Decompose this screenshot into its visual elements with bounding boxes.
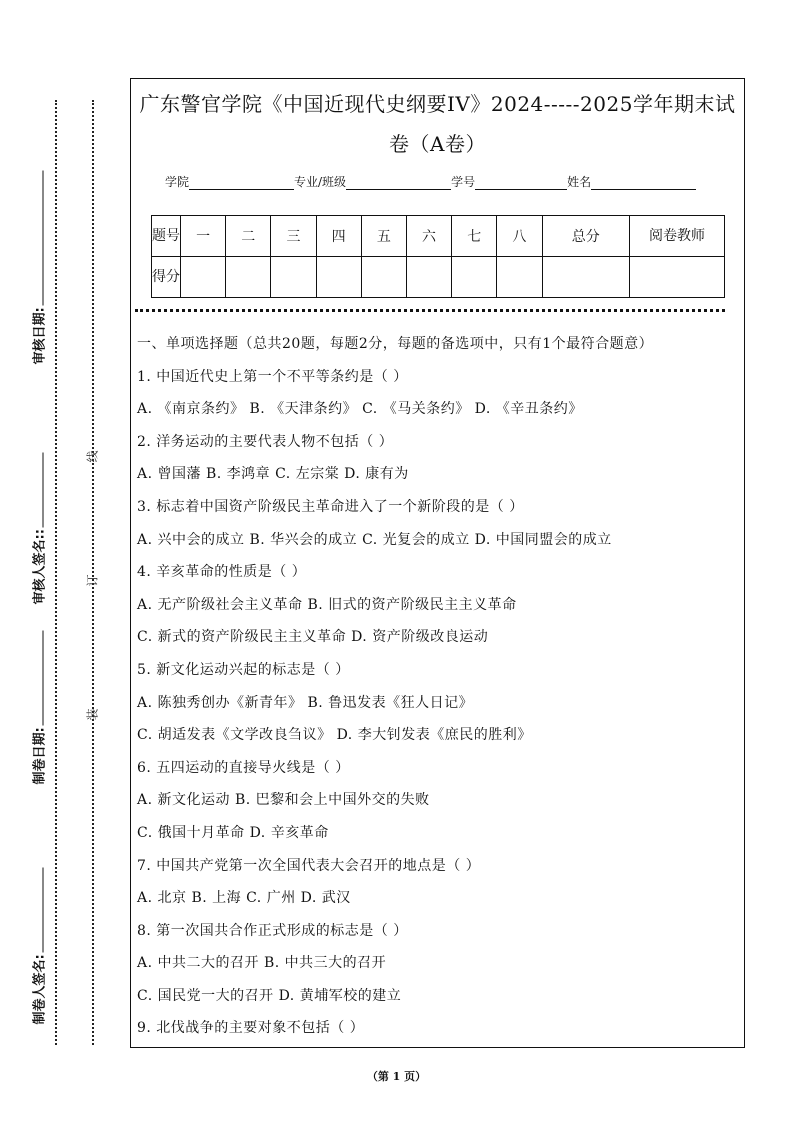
col-2: 二 <box>226 216 271 257</box>
field-college-label: 学院 <box>165 175 190 189</box>
title-line-1: 广东警官学院《中国近现代史纲要IV》2024-----2025学年期末试 <box>139 92 736 116</box>
row-label-question: 题号 <box>152 216 181 257</box>
dotted-divider <box>135 309 725 312</box>
score-cell[interactable] <box>361 257 406 298</box>
field-name-label: 姓名 <box>567 175 592 189</box>
col-4: 四 <box>316 216 361 257</box>
score-cell[interactable] <box>226 257 271 298</box>
question-line: 7. 中国共产党第一次全国代表大会召开的地点是（ ） <box>137 857 481 874</box>
cut-mark-line: 线 <box>85 450 100 463</box>
option-line: C. 胡适发表《文学改良刍议》 D. 李大钊发表《庶民的胜利》 <box>137 727 532 744</box>
cut-mark-bind: 装 <box>85 708 100 721</box>
option-line: C. 新式的资产阶级民主主义革命 D. 资产阶级改良运动 <box>137 629 489 646</box>
question-line: 3. 标志着中国资产阶级民主革命进入了一个新阶段的是（ ） <box>137 498 524 515</box>
score-table-score-row <box>152 257 725 298</box>
question-line: 8. 第一次国共合作正式形成的标志是（ ） <box>137 922 408 939</box>
page-number: （第 1 页） <box>366 1070 427 1083</box>
field-name-blank[interactable] <box>591 177 696 190</box>
cut-mark-staple: 订 <box>85 574 100 587</box>
title-line-2: 卷（A卷） <box>389 132 486 156</box>
option-line: A. 兴中会的成立 B. 华兴会的成立 C. 光复会的成立 D. 中国同盟会的成立 <box>137 531 612 548</box>
section-heading: 一、单项选择题（总共20题，每题2分，每题的备选项中，只有1个最符合题意） <box>137 336 654 352</box>
col-3: 三 <box>271 216 316 257</box>
reviewer-signature-label: 审核人签名:: <box>29 445 48 605</box>
question-line: 4. 辛亥革命的性质是（ ） <box>137 564 307 581</box>
col-8: 八 <box>497 216 542 257</box>
option-line: A. 新文化运动 B. 巴黎和会上中国外交的失败 <box>137 792 430 809</box>
field-major-label: 专业/班级 <box>294 175 347 189</box>
option-line: C. 俄国十月革命 D. 辛亥革命 <box>137 824 329 841</box>
option-line: A. 《南京条约》 B. 《天津条约》 C. 《马关条约》 D. 《辛丑条约》 <box>137 401 583 418</box>
score-cell[interactable] <box>497 257 542 298</box>
maker-signature-label: 制卷人签名: <box>29 865 48 1025</box>
question-line: 1. 中国近代史上第一个不平等条约是（ ） <box>137 368 408 385</box>
student-info-fields <box>165 173 696 190</box>
score-table-header-row <box>152 216 725 257</box>
review-date-label: 审核日期: <box>29 165 48 365</box>
page-title <box>130 86 745 162</box>
row-label-score: 得分 <box>152 257 181 298</box>
option-line: A. 陈独秀创办《新青年》 B. 鲁迅发表《狂人日记》 <box>137 694 474 711</box>
col-5: 五 <box>361 216 406 257</box>
score-cell[interactable] <box>271 257 316 298</box>
score-cell[interactable] <box>181 257 226 298</box>
option-line: C. 国民党一大的召开 D. 黄埔军校的建立 <box>137 987 402 1004</box>
question-line: 6. 五四运动的直接导火线是（ ） <box>137 759 350 776</box>
col-1: 一 <box>181 216 226 257</box>
score-cell-total[interactable] <box>542 257 630 298</box>
field-id-label: 学号 <box>451 175 476 189</box>
option-line: A. 曾国藩 B. 李鸿章 C. 左宗棠 D. 康有为 <box>137 466 409 483</box>
question-line: 5. 新文化运动兴起的标志是（ ） <box>137 661 350 678</box>
col-6: 六 <box>406 216 451 257</box>
field-major-blank[interactable] <box>346 177 451 190</box>
field-college-blank[interactable] <box>189 177 294 190</box>
maker-date-label: 制卷日期: <box>29 625 48 785</box>
question-line: 9. 北伐战争的主要对象不包括（ ） <box>137 1020 365 1037</box>
question-line: 2. 洋务运动的主要代表人物不包括（ ） <box>137 433 394 450</box>
score-cell[interactable] <box>406 257 451 298</box>
binding-dotted-line-outer <box>55 100 57 1045</box>
col-7: 七 <box>452 216 497 257</box>
binding-dotted-line-inner <box>92 100 94 1045</box>
score-cell[interactable] <box>316 257 361 298</box>
option-line: A. 中共二大的召开 B. 中共三大的召开 <box>137 955 387 972</box>
field-id-blank[interactable] <box>475 177 567 190</box>
option-line: A. 无产阶级社会主义革命 B. 旧式的资产阶级民主主义革命 <box>137 596 517 613</box>
score-cell[interactable] <box>452 257 497 298</box>
col-grader: 阅卷教师 <box>630 216 725 257</box>
score-cell-grader[interactable] <box>630 257 725 298</box>
option-line: A. 北京 B. 上海 C. 广州 D. 武汉 <box>137 890 351 907</box>
score-table <box>151 215 725 298</box>
section-1 <box>137 328 737 1045</box>
col-total: 总分 <box>542 216 630 257</box>
